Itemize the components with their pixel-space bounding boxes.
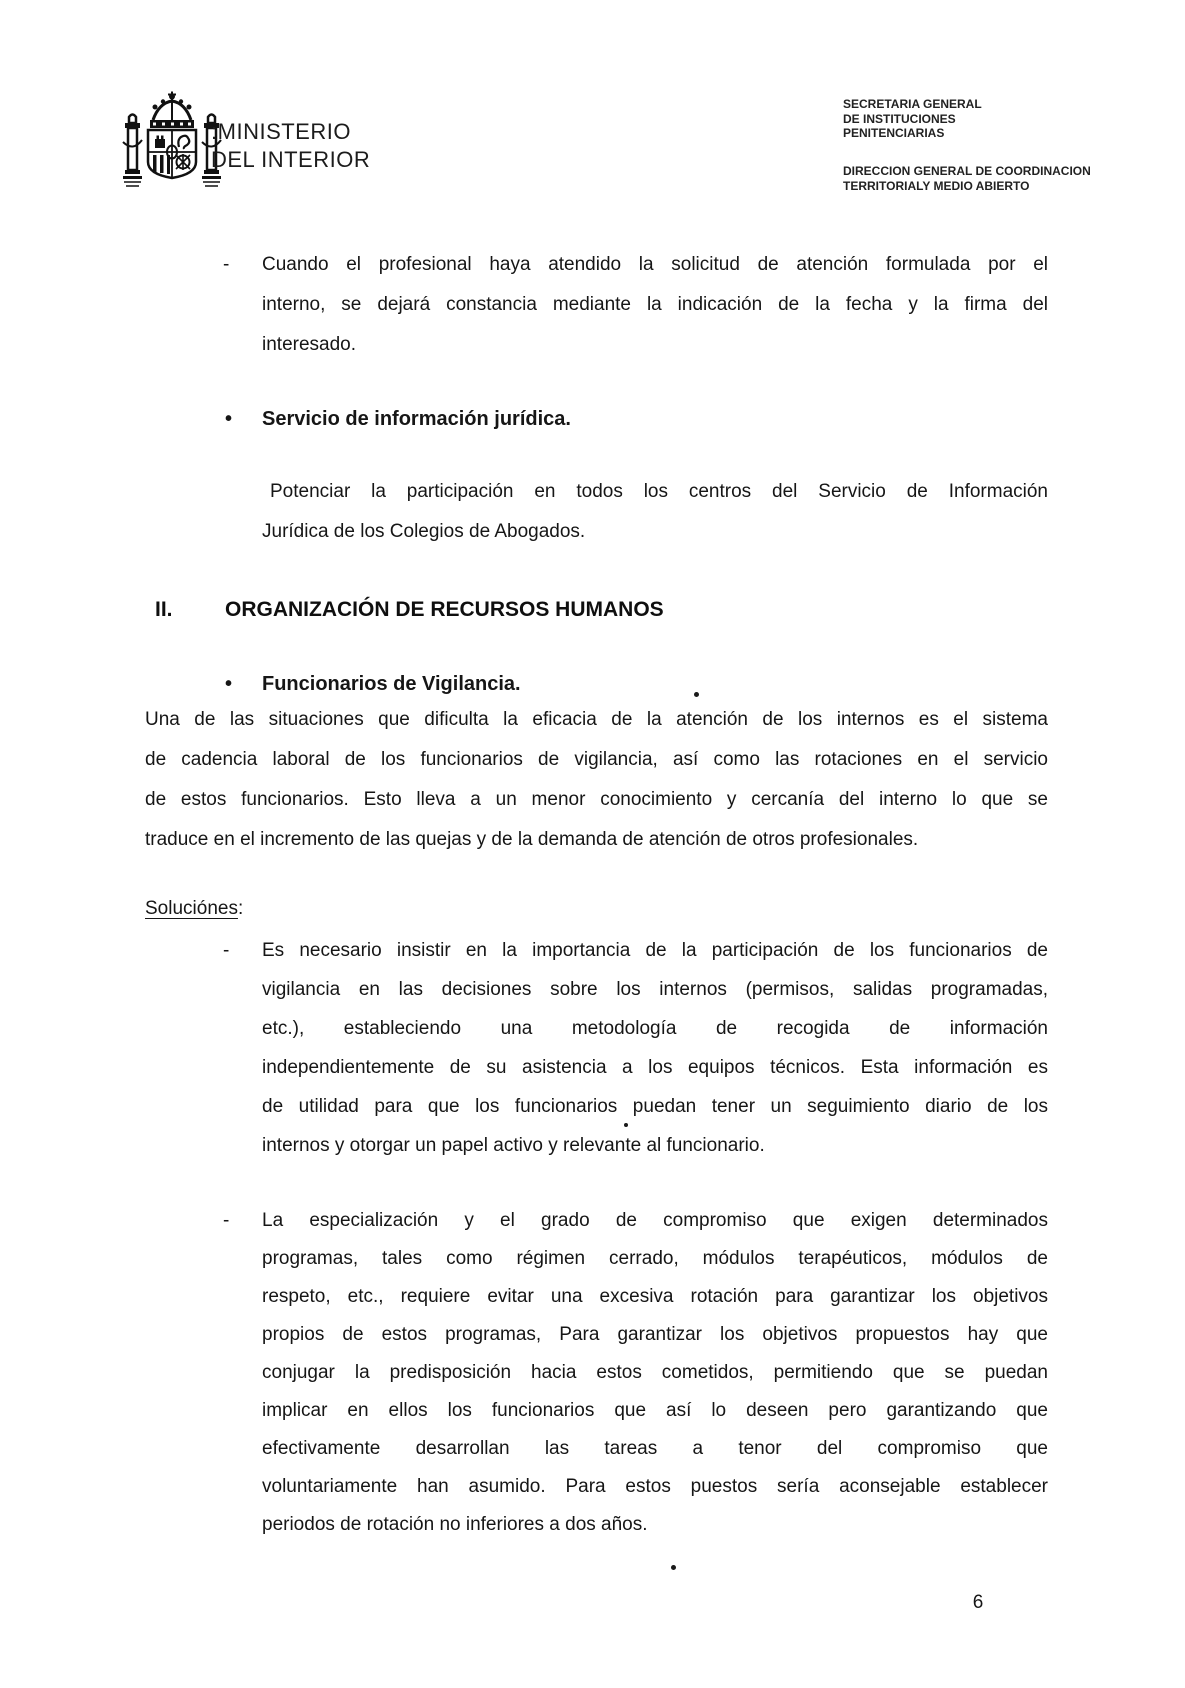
scan-artifact-dot xyxy=(694,692,699,697)
section-title: ORGANIZACIÓN DE RECURSOS HUMANOS xyxy=(225,598,664,621)
dash-bullet: - xyxy=(223,254,230,275)
paragraph-potenciar: Potenciar la participación en todos los centros del Servicio de Información Jurídica de los Colegios de Abogados. xyxy=(262,481,1048,542)
list-item-solucion-1: - Es necesario insistir en la importancia de la participación de los funcionarios de vigilancia en las decisiones sobre los internos (permisos, salidas programadas, etc.), estableciendo una metodología de recogida de información independientemente de su asistencia a los equipos técnicos. Esta información es de utilidad para que los funcionarios puedan tener un seguimiento diario de los internos y otorgar un papel activo y relevante al funcionario. xyxy=(223,931,1048,1165)
list-item-solucion-2: - La especialización y el grado de compromiso que exigen determinados programas, tales como régimen cerrado, módulos terapéuticos, módulos de respeto, etc., requiere evitar una excesiva rotación para garantizar los objetivos propios de estos programas, Para garantizar los objetivos propuestos hay que conjugar la predisposición hacia estos cometidos, permitiendo que se puedan implicar en ellos los funcionarios que así lo deseen pero garantizando que efectivamente desarrollan las tareas a tenor del compromiso que voluntariamente han asumido. Para estos puestos sería aconsejable establecer periodos de rotación no inferiores a dos años. xyxy=(223,1202,1048,1544)
page-number: 6 xyxy=(972,1592,984,1613)
scan-artifact-dot xyxy=(671,1565,676,1570)
scan-artifact-dot xyxy=(624,1123,628,1127)
letterhead-direccion-general: DIRECCION GENERAL DE COORDINACION TERRITORIALY MEDIO ABIERTO xyxy=(843,164,1091,193)
ministry-line2: DEL INTERIOR xyxy=(211,147,371,172)
dash-bullet: - xyxy=(223,940,230,961)
heading-funcionarios-vigilancia: • Funcionarios de Vigilancia. xyxy=(223,664,1048,704)
label-soluciones: Soluciónes: xyxy=(145,898,244,919)
scan-artifact-colon: : xyxy=(211,119,218,144)
letterhead-secretaria-general: SECRETARIA GENERAL DE INSTITUCIONES PENITENCIARIAS xyxy=(843,97,982,140)
round-bullet: • xyxy=(225,673,233,695)
paragraph-vigilancia: Una de las situaciones que dificulta la eficacia de la atención de los internos es el sistema de cadencia laboral de los funcionarios de vigilancia, así como las rotaciones en el servicio de estos funcionarios. Esto lleva a un menor conocimiento y cercanía del interno lo que se traduce en el incremento de las quejas y de la demanda de atención de otros profesionales. xyxy=(145,709,1048,850)
ministry-name xyxy=(211,118,370,174)
heading-servicio-informacion-juridica: • Servicio de información jurídica. xyxy=(223,399,1048,439)
ministry-line1: :MINISTERIO xyxy=(211,119,351,144)
list-item-atencion: - Cuando el profesional haya atendido la solicitud de atención formulada por el interno, se dejará constancia mediante la indicación de la fecha y la firma del interesado. xyxy=(223,245,1048,365)
round-bullet: • xyxy=(225,408,233,430)
section-numeral: II. xyxy=(155,598,173,621)
dash-bullet: - xyxy=(223,1210,230,1231)
section-heading-ii xyxy=(155,590,1055,630)
